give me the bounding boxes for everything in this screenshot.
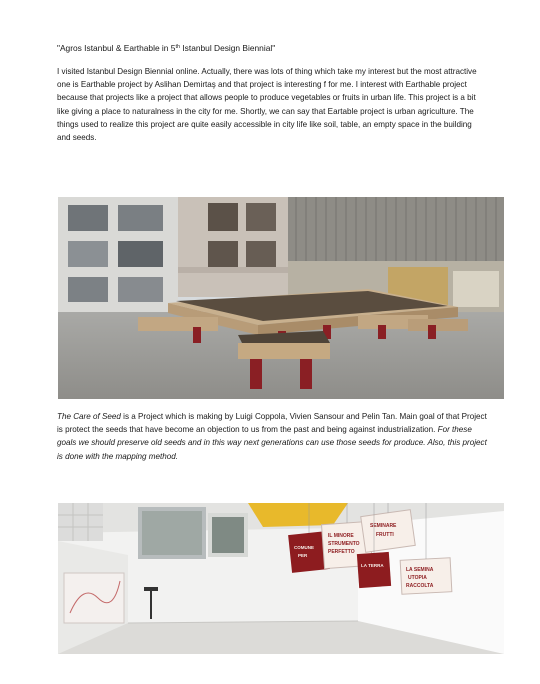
banner-text-1: PERFETTO: [328, 549, 355, 555]
banner-text-2: FRUTTI: [376, 532, 394, 538]
banner-text-5: LA TERRA: [361, 563, 384, 568]
banner-text-3: LA SEMINA: [406, 567, 434, 573]
banner-text-5: RACCOLTA: [406, 583, 434, 589]
earthable-installation-photo: [58, 197, 504, 399]
care-of-seed-installation-photo: [58, 503, 504, 654]
banner-text-1: STRUMENTO: [328, 541, 360, 547]
banner-text-1: IL MINORE: [328, 533, 354, 539]
document-heading: "Agros Istanbul & Earthable in 5th Istanbul Design Biennial": [57, 43, 276, 53]
paragraph-earthable: I visited Istanbul Design Biennial online. Actually, there was lots of thing which take my interest but the most attractive one is Earthable project by Aslihan Demirtaş and that project is interesting f for me. I interest with Earthable project because that projects like a project that allows people to produce vegetables or fruits in urban life. This project is a bit like giving a place to naturalness in the city for me. Shortly, we can say that Eartable project is urban agriculture. The things used to realize this project are quite easily accessible in city life like soil, table, an empty space in the building and seeds.: [57, 67, 477, 143]
paragraph-care-of-seed: The Care of Seed is a Project which is making by Luigi Coppola, Vivien Sansour and Pelin Tan. Main goal of that Project is protect the seeds that have become an objection to us from the past and being against industrialization. For these goals we should preserve old seeds and in this way next generations can use those seeds for produce. Also, this project is done with the mapping method.: [57, 412, 487, 461]
banner-text-3: UTOPIA: [408, 575, 427, 581]
banner-text-2: SEMINARE: [370, 523, 397, 529]
banner-text-4: PER: [298, 553, 308, 558]
banner-text-4: COMUNE: [294, 545, 314, 550]
